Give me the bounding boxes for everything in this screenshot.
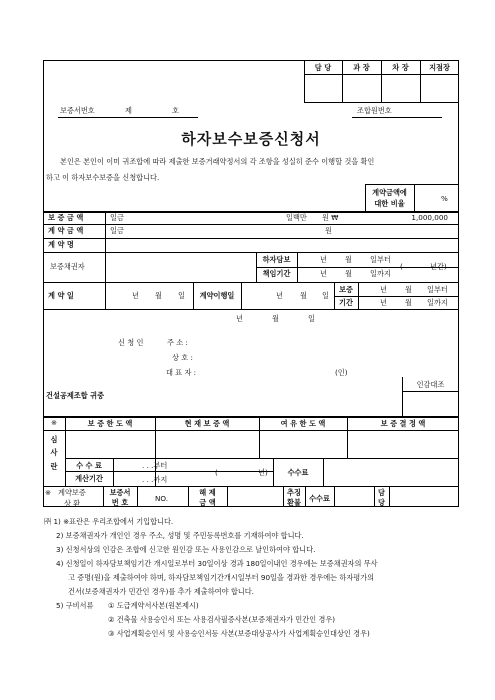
review-header-current: 현 재 보 증 액: [184, 419, 230, 428]
review-header-decided: 보 증 결 정 액: [380, 419, 426, 428]
intro-line-2: 하고 이 하자보수보증을 신청합니다.: [46, 173, 160, 182]
gbn-label-2: 번 호: [111, 498, 129, 507]
period-to-year: 년: [380, 298, 387, 307]
note-5: 5) 구비서류: [56, 601, 94, 610]
note-5-item-3: ③ 사업계획승인서 및 사용승인서등 사본(보증대상공사가 사업계획승인대상인 경우): [108, 629, 370, 638]
gbn-label-1: 보증서: [109, 488, 131, 497]
addressee: 건설공제조합 귀중: [46, 391, 105, 400]
guarantee-amount-prefix: 일금: [110, 213, 124, 222]
approval-header-staff: 담 당: [314, 63, 332, 72]
seal-check-label: 인감대조: [416, 380, 445, 389]
defect-from-year: 년: [320, 255, 327, 264]
creditor-label: 보증채권자: [50, 262, 85, 271]
period-to-day: 일까지: [427, 298, 448, 307]
owner-label-1: 담: [378, 488, 385, 497]
period-from-day: 일부터: [427, 285, 448, 294]
review-header-limit: 보 증 한 도 액: [87, 419, 133, 428]
applicant-address-label: 주 소 :: [167, 338, 188, 347]
calc-paren-open: (: [215, 468, 218, 477]
contract-date-month: 월: [155, 291, 162, 300]
perform-date-year: 년: [276, 291, 283, 300]
fee-label-2: 수수료: [287, 468, 309, 477]
period-from-year: 년: [380, 285, 387, 294]
review-side-3: 란: [50, 462, 58, 471]
note-1: ㈜ 1) ※표란은 우리조합에서 기입합니다.: [44, 517, 174, 526]
defect-to-day: 일까지: [370, 269, 391, 278]
approval-header-manager: 과 장: [353, 63, 370, 72]
page-title: 하자보수보증신청서: [181, 130, 321, 148]
defect-period-label-1: 하자담보: [262, 255, 291, 264]
note-4: 4) 신청일이 하자담보책임기간 개시일로부터 30일이상 경과 180일이내인 경우에는 보증채권자의 무사: [56, 559, 378, 568]
defect-from-day: 일부터: [370, 255, 391, 264]
defect-to-year: 년: [320, 269, 327, 278]
approval-header-deputy: 차 장: [392, 63, 409, 72]
review-header-available: 여 유 한 도 액: [280, 419, 326, 428]
guarantee-amount-value: 1,000,000: [411, 213, 448, 222]
member-no-underline: [352, 117, 442, 118]
contract-name-label: 계 약 명: [48, 240, 74, 249]
refund-label-2: 환불: [287, 498, 301, 507]
redeem-label: 상 환: [64, 499, 81, 508]
ratio-unit: %: [441, 194, 448, 203]
owner-label-2: 당: [378, 498, 385, 507]
refund-label-1: 추징: [287, 488, 301, 497]
guarantee-period-label-2: 기간: [339, 298, 353, 307]
perform-date-month: 월: [300, 291, 307, 300]
calc-period-label: 계산기간: [75, 474, 103, 483]
fee-label: 수 수 료: [76, 461, 102, 470]
calc-years: 년): [258, 468, 268, 477]
guarantee-no-label: 보증서번호: [60, 106, 95, 115]
calc-to: . . .까지: [142, 475, 168, 484]
bottom-fee-label: 수수료: [309, 494, 330, 503]
contract-amount-won: 원: [325, 226, 332, 235]
contract-amount-prefix: 일금: [110, 226, 124, 235]
perform-date-day: 일: [322, 291, 329, 300]
applicant-company-label: 상 호 :: [172, 353, 193, 362]
apply-date-year: 년: [236, 314, 243, 323]
gbn-no: NO.: [155, 494, 169, 503]
guarantee-no-underline: [58, 117, 198, 118]
won-symbol: 원 ₩: [322, 213, 339, 222]
review-side-2: 사: [50, 448, 58, 457]
approval-header-branch: 지점장: [429, 63, 450, 72]
intro-line-1: 본인은 본인이 이미 귀조합에 따라 제출한 보증거래약정서의 각 조항을 성실히 준수 이행할 것을 확인: [60, 157, 375, 166]
notes: [44, 515, 464, 655]
contract-amount-label: 계 약 금 액: [48, 226, 84, 235]
cancel-label-2: 금 액: [199, 498, 216, 507]
note-5-item-1: ① 도급계약서사본(원본제시): [108, 601, 199, 610]
contract-date-day: 일: [178, 291, 185, 300]
guarantee-period-label-1: 보증: [339, 285, 353, 294]
applicant-rep-label: 대 표 자 :: [166, 368, 197, 377]
review-mark: ※: [50, 418, 58, 427]
defect-to-month: 월: [345, 269, 352, 278]
cancel-label-1: 해 제: [199, 488, 216, 497]
applicant-label: 신 청 인: [118, 338, 144, 347]
contract-date-label: 계 약 일: [48, 291, 74, 300]
period-to-month: 월: [405, 298, 412, 307]
defect-from-month: 월: [345, 255, 352, 264]
calc-from: . . .부터: [142, 461, 168, 470]
guarantee-amount-label: 보 증 금 액: [48, 213, 84, 222]
contract-guarantee-label: 계약보증: [58, 488, 86, 497]
member-no-label: 조합원번호: [357, 106, 392, 115]
apply-date-month: 월: [272, 314, 279, 323]
period-from-month: 월: [405, 285, 412, 294]
contract-date-year: 년: [132, 291, 139, 300]
review-side-1: 심: [50, 435, 58, 444]
note-4-cont-2: 건서(보증채권자가 민간인 경우)를 추가 제출하여야 합니다.: [68, 587, 254, 596]
perform-date-label: 계약이행일: [199, 291, 235, 300]
note-3: 3) 신청서상의 인감은 조합에 신고한 원인감 또는 사용인감으로 날인하여야 합니다.: [56, 545, 316, 554]
guarantee-no-suffix: 호: [172, 106, 179, 115]
defect-years-label: 년간): [430, 262, 447, 271]
defect-years-open: (: [400, 262, 403, 271]
note-2: 2) 보증채권자가 개인인 경우 주소, 성명 및 주민등록번호를 기재하여야 합니다.: [56, 531, 304, 540]
apply-date-day: 일: [308, 314, 315, 323]
guarantee-no-prefix: 제: [125, 106, 132, 115]
defect-period-label-2: 책임기간: [262, 269, 291, 278]
ratio-label-2: 대한 비율: [374, 199, 405, 208]
bottom-mark: ※: [45, 488, 52, 497]
note-4-cont-1: 고 증명(원)을 제출하여야 하며, 하자담보책임기간개시일부터 90일을 경과한 경우에는 하자평가의: [68, 573, 375, 582]
ratio-label-1: 계약금액에: [372, 188, 407, 197]
million-label: 일백만: [286, 213, 307, 222]
applicant-seal: (인): [335, 368, 348, 377]
note-5-item-2: ② 건축물 사용승인서 또는 사용검사필증사본(보증채권자가 민간인 경우): [108, 615, 336, 624]
